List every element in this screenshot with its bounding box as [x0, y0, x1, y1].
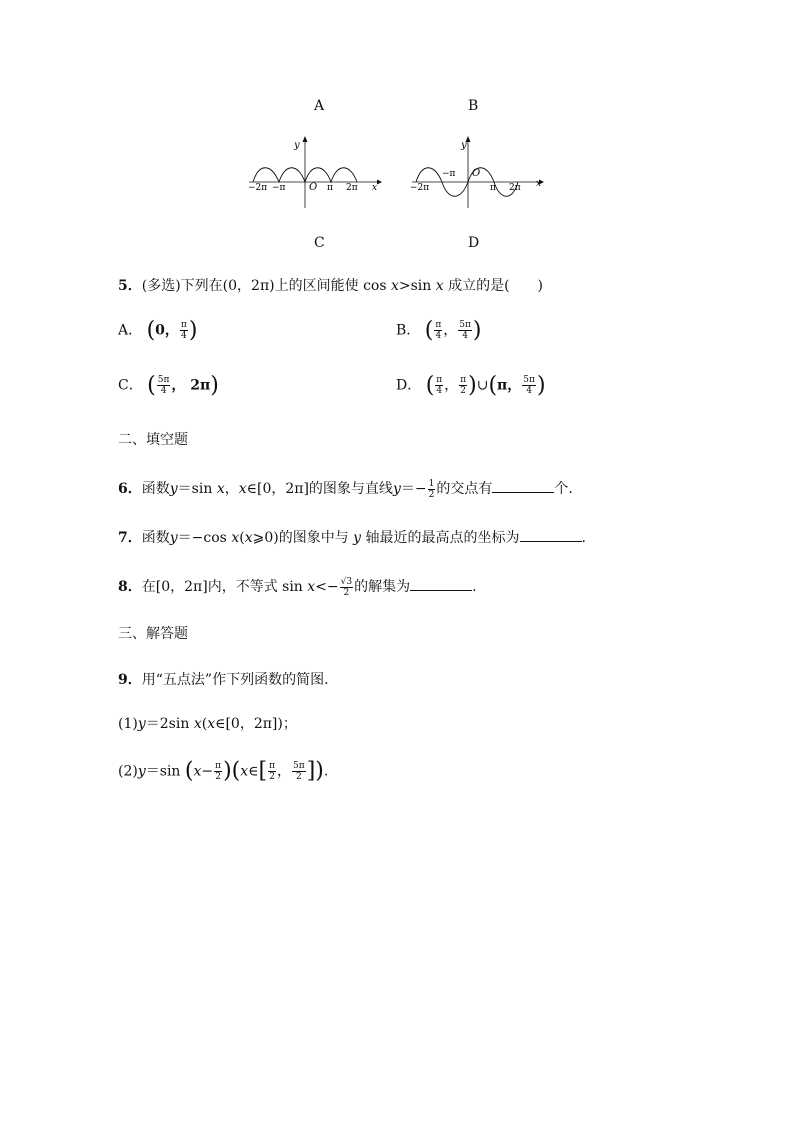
denominator: 4: [526, 386, 532, 396]
x-axis-label: x: [372, 183, 378, 193]
numerator: 5π: [459, 320, 471, 330]
var-y: y: [137, 763, 146, 780]
question-text: ，: [224, 481, 239, 497]
fraction: [435, 375, 443, 396]
fraction: [214, 761, 222, 782]
option-label: D．: [396, 377, 422, 394]
left-bracket: [: [258, 758, 268, 784]
question-5: [118, 276, 543, 296]
left-paren: (: [184, 758, 194, 784]
question-number: 5．: [118, 278, 142, 294]
question-text: 成立的是( ): [448, 278, 544, 294]
numerator: π: [435, 320, 442, 330]
denominator: 2: [428, 489, 435, 500]
answer-blank[interactable]: [492, 478, 554, 493]
numerator: 5π: [157, 375, 170, 385]
option-b[interactable]: [396, 318, 482, 343]
var-x: x: [244, 530, 253, 546]
numerator: π: [460, 375, 467, 385]
left-paren: (: [424, 318, 434, 343]
question-text: .: [472, 579, 477, 595]
var-x: x: [390, 278, 399, 294]
answer-blank[interactable]: [520, 527, 582, 542]
question-text: 的交点有: [436, 481, 493, 497]
question-text: 函数: [141, 530, 170, 546]
option-a[interactable]: [118, 318, 197, 343]
y-axis-label: y: [461, 140, 467, 151]
x-axis-arrow: [377, 180, 382, 185]
right-paren: ): [536, 373, 546, 398]
graph-label-c: C: [314, 235, 325, 251]
question-9-part-1: [118, 714, 297, 734]
denominator: 4: [181, 331, 187, 341]
var-y: y: [169, 481, 178, 497]
var-x: x: [307, 579, 316, 595]
right-paren: ): [188, 318, 198, 343]
numerator: π: [180, 320, 187, 330]
question-text: 的解集为: [354, 579, 411, 595]
graph-sine: [408, 130, 548, 210]
var-x: x: [193, 763, 202, 780]
var-y: y: [353, 530, 362, 546]
separator: ，: [443, 322, 458, 339]
var-y: y: [169, 530, 178, 546]
question-text: (: [201, 716, 208, 732]
question-text: .: [323, 763, 329, 780]
fraction: [428, 479, 436, 500]
denominator: 2: [343, 587, 350, 598]
origin-label: O: [309, 182, 318, 193]
option-value: 0，: [155, 322, 179, 339]
option-label: A．: [118, 322, 143, 339]
var-y: y: [137, 716, 146, 732]
question-6: [118, 478, 573, 500]
question-text: 函数: [141, 481, 170, 497]
numerator: π: [215, 761, 222, 771]
question-text: ∈: [248, 763, 259, 780]
option-label: B．: [396, 322, 421, 339]
section-heading-solutions: 三、解答题: [118, 626, 188, 642]
denominator: 4: [435, 331, 442, 341]
denominator: 4: [160, 386, 167, 396]
part-number: (1): [118, 716, 138, 732]
question-text: (: [239, 530, 245, 546]
graph-label-b: B: [468, 98, 479, 114]
question-text: 轴最近的最高点的坐标为: [361, 530, 520, 546]
tick-label-pi: π: [490, 183, 496, 193]
numerator: 1: [428, 478, 435, 489]
right-paren: ): [315, 758, 324, 784]
question-text: 用“五点法”作下列函数的简图.: [141, 672, 329, 688]
var-x: x: [207, 716, 216, 732]
separator: ，: [444, 377, 459, 394]
right-paren: ): [223, 758, 232, 784]
question-number: 9．: [118, 672, 142, 688]
question-text: (多选)下列在(0，2π)上的区间能使 cos: [141, 278, 391, 294]
question-text: ＝sin: [145, 763, 185, 780]
numerator: 5π: [293, 761, 305, 771]
fraction: [157, 375, 171, 396]
question-text: ∈[0，2π]的图象与直线: [246, 481, 393, 497]
option-d[interactable]: [396, 373, 546, 398]
left-paren: (: [425, 373, 435, 398]
question-text: >sin: [398, 278, 436, 294]
question-number: 7．: [118, 530, 142, 546]
question-text: ⩾0)的图象中与: [252, 530, 354, 546]
question-text: ＝−cos: [177, 530, 232, 546]
origin-label: O: [472, 168, 481, 179]
part-number: (2): [118, 763, 138, 780]
numerator: π: [436, 375, 443, 385]
left-paren: (: [147, 373, 156, 398]
option-c[interactable]: [118, 373, 219, 398]
y-axis-arrow: [303, 136, 308, 142]
var-x: x: [238, 481, 247, 497]
separator: ，: [277, 763, 292, 780]
var-x: x: [231, 530, 240, 546]
question-8: [118, 576, 477, 598]
option-value: π，: [497, 377, 522, 394]
var-y: y: [392, 481, 401, 497]
tick-label-mpi: −π: [442, 169, 456, 179]
y-axis-label: y: [294, 140, 300, 151]
question-text: 个.: [554, 481, 573, 497]
question-9-part-2: [118, 758, 329, 784]
numerator: √3: [340, 576, 353, 587]
var-x: x: [216, 481, 225, 497]
tick-label-mpi: −π: [272, 183, 286, 193]
question-number: 6．: [118, 481, 142, 497]
tick-label-m2pi: −2π: [410, 183, 430, 193]
tick-label-2pi: 2π: [509, 183, 521, 193]
var-x: x: [240, 763, 249, 780]
numerator: π: [269, 761, 276, 771]
denominator: 2: [460, 386, 467, 396]
var-x: x: [193, 716, 202, 732]
question-text: −: [201, 763, 214, 780]
tick-label-2pi: 2π: [346, 183, 358, 193]
denominator: 2: [296, 772, 302, 782]
answer-blank[interactable]: [410, 576, 472, 591]
question-9: [118, 670, 329, 690]
question-text: ＝−: [400, 481, 427, 497]
question-text: .: [581, 530, 586, 546]
union-symbol: ∪: [476, 377, 489, 394]
fraction: [268, 761, 276, 782]
denominator: 2: [215, 772, 221, 782]
fraction: [458, 320, 472, 341]
question-7: [118, 527, 586, 548]
left-paren: (: [488, 373, 498, 398]
denominator: 4: [436, 386, 443, 396]
fraction: [292, 761, 306, 782]
right-paren: ): [210, 373, 219, 398]
fraction: [434, 320, 442, 341]
graph-abs-sine: [245, 130, 385, 210]
left-paren: (: [146, 318, 156, 343]
section-heading-fill-in: 二、填空题: [118, 432, 188, 448]
tick-label-m2pi: −2π: [248, 183, 268, 193]
denominator: 4: [462, 331, 468, 341]
left-paren: (: [231, 758, 241, 784]
question-text: 在[0，2π]内，不等式 sin: [141, 579, 308, 595]
fraction: [180, 320, 188, 341]
question-text: ＝sin: [177, 481, 217, 497]
fraction: [522, 375, 536, 396]
tick-label-pi: π: [327, 183, 333, 193]
question-text: ∈[0，2π])；: [215, 716, 297, 732]
x-axis-label: x: [536, 179, 542, 189]
right-bracket: ]: [306, 758, 316, 784]
var-x: x: [435, 278, 444, 294]
question-number: 8．: [118, 579, 142, 595]
question-text: ＝2sin: [145, 716, 194, 732]
right-paren: ): [468, 373, 477, 398]
fraction: [459, 375, 467, 396]
option-value: ， 2π: [171, 377, 211, 394]
graph-label-d: D: [468, 235, 480, 251]
graph-label-a: A: [314, 98, 325, 114]
numerator: 5π: [523, 375, 535, 385]
question-text: <−: [315, 579, 339, 595]
fraction: [340, 577, 353, 598]
option-label: C．: [118, 377, 143, 394]
denominator: 2: [269, 772, 275, 782]
right-paren: ): [472, 318, 482, 343]
